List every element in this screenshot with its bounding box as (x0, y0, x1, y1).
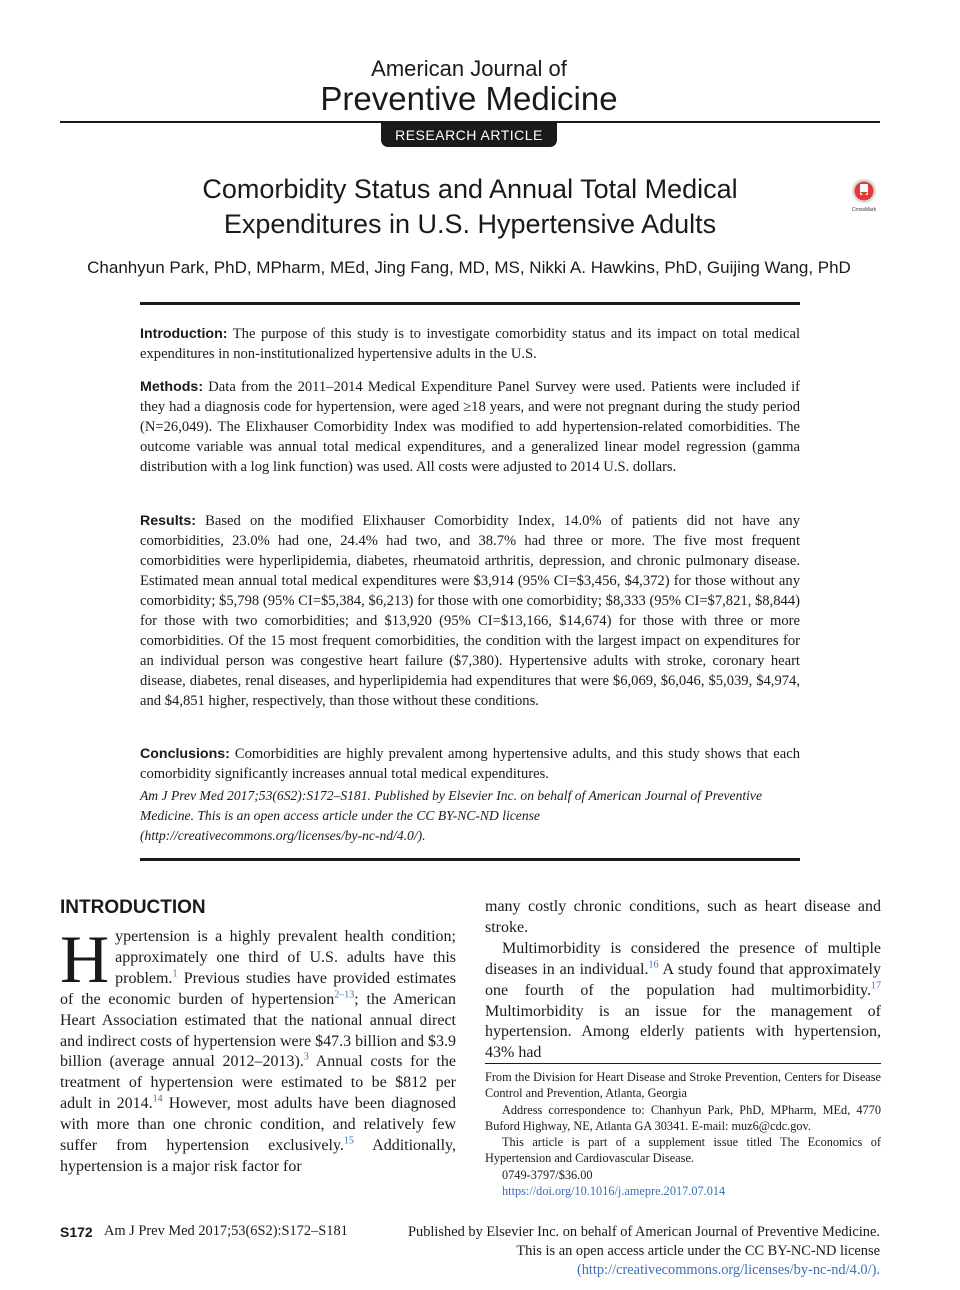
intro-paragraph-1: Hypertension is a highly prevalent health condition; approximately one third of U.S. adults have this problem.$^1$ Previous studies have provided estimates of the economic burden of hypertension$^{2-13}$; the American Heart Association estimated that the national annual direct and indirect costs of hypertension were $47.3 billion and $3.9 billion (average annual 2012–2013).$^3$ Annual costs for the treatment of hypertension were estimated to be $812 per adult in 2014.14 However, most adults have been diagnosed with more than one chronic condition, and relatively few suffer from hypertension exclusively.$^{15}$ Additionally, hypertension is a major risk factor for (60, 921, 457, 1175)
abstract-introduction (140, 324, 800, 364)
crossmark-button[interactable] (849, 178, 879, 214)
journal-name-line1: American Journal of (371, 56, 567, 81)
abstract-conclusions-label: Conclusions: (140, 746, 230, 762)
abstract-introduction-label: Introduction: (140, 326, 228, 342)
author-list: Chanhyun Park, PhD, MPharm, MEd, Jing Fang, MD, MS, Nikki A. Hawkins, PhD, Guijing Wang, PhD (87, 258, 851, 277)
citation-ref[interactable]: 3 (303, 1052, 309, 1064)
citation-ref[interactable]: 1 (172, 968, 178, 980)
footnote-rule (485, 1063, 881, 1064)
abstract-bottom-rule (140, 858, 800, 861)
citation-ref[interactable]: 14 (152, 1093, 163, 1105)
crossmark-label: CrossMark (851, 207, 877, 213)
abstract-methods (140, 377, 800, 477)
intro-paragraph-1-continued: many costly chronic conditions, such as heart disease and stroke. (485, 898, 881, 936)
abstract-methods-text: Data from the 2011–2014 Medical Expenditure Panel Survey were used. Patients were included if they had a diagnosis code for hypertension, were aged ≥18 years, and were not pregnant during the study period (N=26,049). The Elixhauser Comorbidity Index was modified to add hypertension-related comorbidities. The outcome variable was annual total medical expenditures, and a generalized linear model regression (gamma distribution with a log link function) was used. All costs were adjusted to 2014 U.S. dollars. (140, 379, 800, 475)
article-type-badge: RESEARCH ARTICLE (381, 123, 557, 147)
footer-published-text: Published by Elsevier Inc. on behalf of American Journal of Preventive Medicine. (408, 1224, 880, 1240)
abstract-top-rule (140, 302, 800, 305)
abstract-citation (140, 786, 800, 846)
page-number: S172 (60, 1224, 93, 1240)
abstract-introduction-text: The purpose of this study is to investigate comorbidity status and its impact on total medical expenditures in non-institutionalized hypertensive adults in the U.S. (140, 326, 800, 362)
citation-ref[interactable]: 17 (871, 980, 881, 992)
abstract-citation-text: Am J Prev Med 2017;53(6S2):S172–S181. Published by Elsevier Inc. on behalf of American Journal of Preventive Medicine. This is an open access article under the CC BY-NC-ND license (140, 788, 762, 823)
citation-ref[interactable]: 16 (648, 959, 659, 971)
journal-name-line2: Preventive Medicine (320, 80, 618, 117)
footnote-affiliation: From the Division for Heart Disease and Stroke Prevention, Centers for Disease Control and Prevention, Atlanta, Georgia (485, 1070, 881, 1101)
section-heading-introduction: INTRODUCTION (60, 897, 206, 918)
doi-link[interactable]: https://doi.org/10.1016/j.amepre.2017.07.014 (502, 1184, 726, 1199)
footer-publisher (386, 1223, 880, 1280)
abstract-results (140, 511, 800, 711)
abstract-results-label: Results: (140, 513, 196, 529)
citation-ref[interactable]: 15 (343, 1135, 354, 1147)
license-link[interactable]: (http://creativecommons.org/licenses/by-nc-nd/4.0/). (140, 828, 426, 843)
drop-cap: H (60, 921, 110, 997)
footer-license-text: This is an open access article under the CC BY-NC-ND license (516, 1243, 880, 1259)
abstract-results-text: Based on the modified Elixhauser Comorbidity Index, 14.0% of patients did not have any comorbidities, 23.0% had one, 24.4% had two, and 38.7% had three or more. The five most frequent comorbidities were hyperlipidemia, diabetes, rheumatoid arthritis, depression, and chronic pulmonary disease. Estimated mean annual total medical expenditures were $3,914 (95% CI=$3,456, $4,372) for those without any comorbidity; $5,798 (95% CI=$5,384, $6,213) for those with one comorbidity; $8,333 (95% CI=$7,821, $8,844) for those with two comorbidities; and $13,920 (95% CI=$13,166, $14,674) for those with three or more comorbidities. Of the 15 most frequent comorbidities, the condition with the largest impact on expenditures for an individual person was congestive heart failure ($7,380). Hypertensive adults with stroke, coronary heart disease, diabetes, renal diseases, and hyperlipidemia had expenditures that were $6,069, $6,046, $5,039, $4,974, and $4,851 higher, respectively, than those without these conditions. (140, 513, 800, 709)
footnote-supplement: This article is part of a supplement issue titled The Economics of Hypertension and Cardiovascular Disease. (485, 1135, 881, 1166)
intro-paragraph-2: Multimorbidity is considered the presence of multiple diseases in an individual.$^{16}$ A study found that approximately one fourth of the population had multimorbidity.$^{17}$ Multimorbidity is an issue for the management of hypertension. Among elderly patients with hypertension, 43% had (485, 939, 881, 1062)
crossmark-icon (849, 178, 879, 214)
footnote-issn: 0749-3797/$36.00 (502, 1167, 593, 1182)
abstract-conclusions-text: Comorbidities are highly prevalent among hypertensive adults, and this study shows that each comorbidity significantly increases annual total medical expenditures. (140, 746, 800, 782)
footnote-correspondence: Address correspondence to: Chanhyun Park, PhD, MPharm, MEd, 4770 Buford Highway, NE, Atlanta GA 30341. E-mail: muz6@cdc.gov. (485, 1102, 881, 1133)
footnotes (485, 1069, 881, 1199)
abstract-methods-label: Methods: (140, 379, 204, 395)
footer-license-link[interactable]: (http://creativecommons.org/licenses/by-nc-nd/4.0/). (576, 1262, 880, 1278)
body-column-left (60, 921, 457, 1178)
body-column-right (485, 897, 881, 1064)
article-title: Comorbidity Status and Annual Total Medical Expenditures in U.S. Hypertensive Adults (202, 174, 738, 239)
citation-ref[interactable]: 2–13 (334, 989, 355, 1001)
footer-journal-reference: Am J Prev Med 2017;53(6S2):S172–S181 (104, 1223, 348, 1239)
abstract-conclusions (140, 744, 800, 784)
